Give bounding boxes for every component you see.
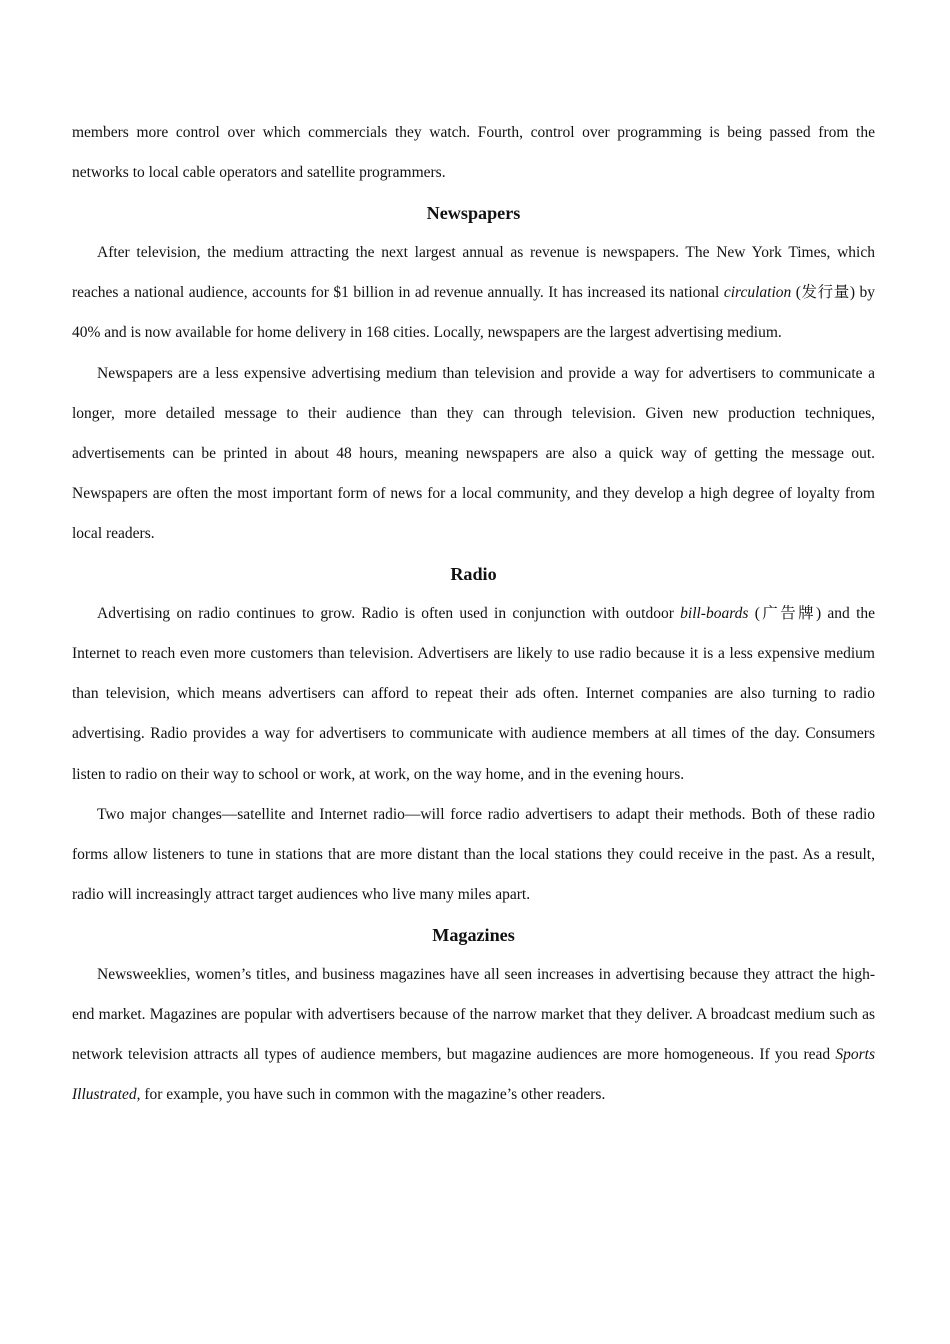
magazines-p1-term: Sports Illustrated (72, 1046, 875, 1104)
newspapers-p1-term: circulation (723, 284, 792, 302)
continuation-text: members more control over which commercials they watch. Fourth, control over programming is being passed from the networks to local cable operators and satellite programmers. (72, 124, 875, 182)
magazines-p1-text-b: , for example, you have such in common with the magazine’s other readers. (136, 1086, 606, 1104)
radio-p1-text-b: (广告牌) and the Internet to reach even more customers than television. Advertisers are likely to use radio because it is a less expensive medium than television, which means advertisers can afford to repeat their ads often. Internet companies are also turning to radio advertising. Radio provides a way for advertisers to communicate with audience members at all times of the day. Consumers listen to radio on their way to school or work, at work, on the way home, and in the evening hours. (72, 605, 875, 783)
newspapers-paragraph-2 (72, 354, 875, 554)
radio-heading: Radio (450, 564, 497, 585)
magazines-heading: Magazines (432, 924, 515, 945)
radio-p1-term: bill-boards (680, 605, 749, 623)
newspapers-p2-text: Newspapers are a less expensive advertising medium than television and provide a way for advertisers to communicate a longer, more detailed message to their audience than they can through television. Given new production techniques, advertisements can be printed in about 48 hours, meaning newspapers are also a quick way of getting the message out. Newspapers are often the most important form of news for a local community, and they develop a high degree of loyalty from local readers. (72, 364, 875, 542)
radio-p2-text: Two major changes—satellite and Internet radio—will force radio advertisers to adapt their methods. Both of these radio forms allow listeners to tune in stations that are more distant than the local stations they could receive in the past. As a result, radio will increasingly attract target audiences who live many miles apart. (72, 805, 875, 903)
newspapers-paragraph-1 (72, 233, 875, 353)
magazines-p1-text-a: Newsweeklies, women’s titles, and business magazines have all seen increases in advertising because they attract the high-end market. Magazines are popular with advertisers because of the narrow market that they deliver. A broadcast medium such as network television attracts all types of audience members, but magazine audiences are more homogeneous. If you read (72, 965, 875, 1064)
magazines-paragraph-1 (72, 955, 875, 1115)
newspapers-heading: Newspapers (426, 203, 521, 224)
document-page (72, 113, 875, 1115)
radio-p1-text-a: Advertising on radio continues to grow. Radio is often used in conjunction with outdoor (97, 605, 681, 623)
radio-paragraph-2 (72, 795, 875, 915)
newspapers-p1-text-a: After television, the medium attracting the next largest annual as revenue is newspapers. The New York Times, which reaches a national audience, accounts for $1 billion in ad revenue annually. It has increased its national (72, 244, 875, 302)
continuation-paragraph (72, 113, 875, 193)
radio-paragraph-1 (72, 594, 875, 794)
newspapers-p1-text-b: (发行量) by 40% and is now available for home delivery in 168 cities. Locally, newspapers are the largest advertising medium. (72, 284, 875, 342)
